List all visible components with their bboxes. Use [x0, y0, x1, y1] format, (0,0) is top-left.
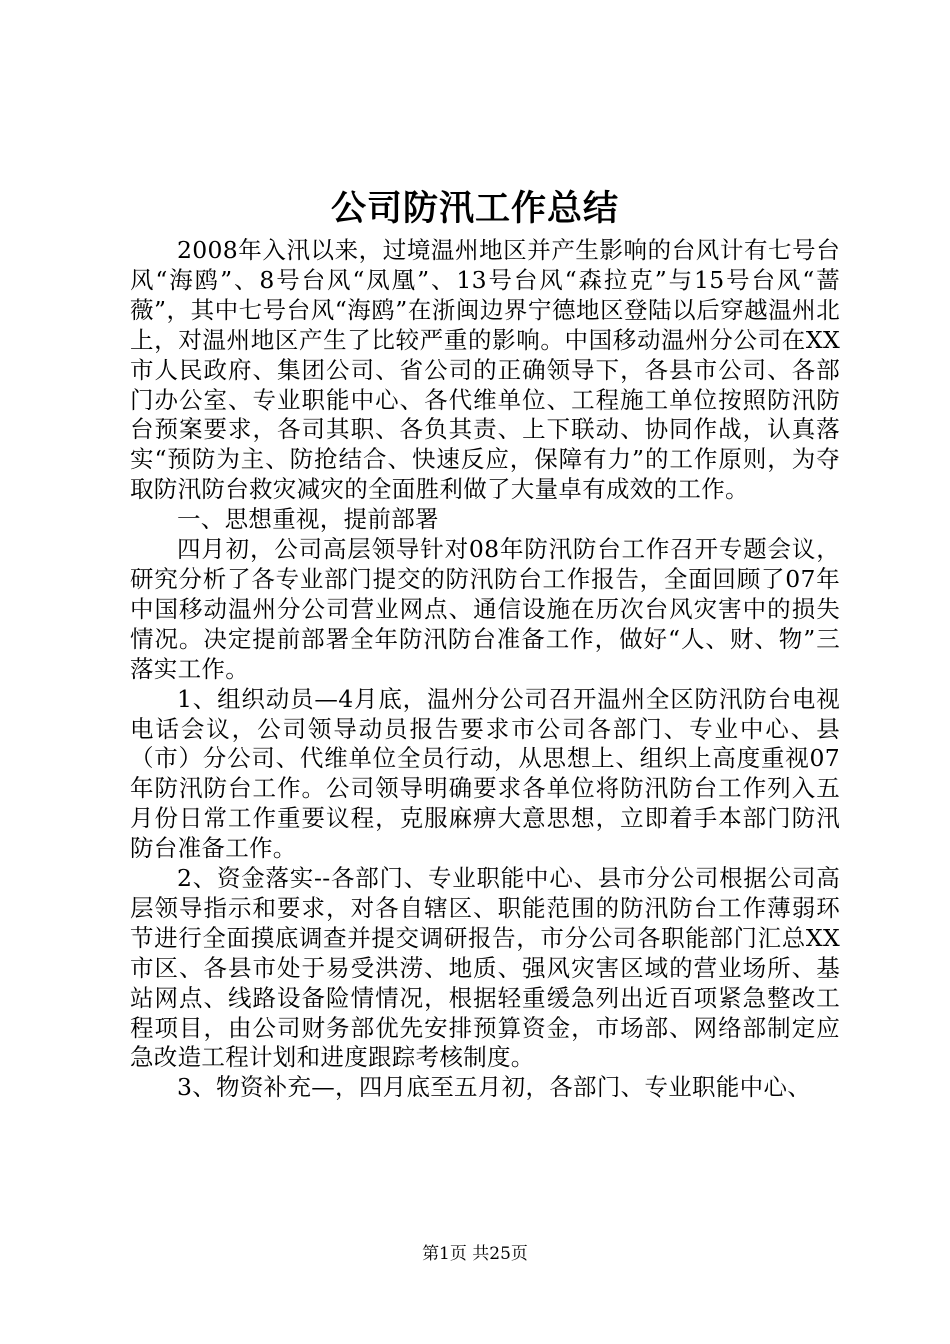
document-title: 公司防汛工作总结 [330, 188, 619, 229]
paragraph-materials: 3、物资补充—，四月底至五月初，各部门、专业职能中心、 [177, 1073, 812, 1102]
paragraph-funding: 2、资金落实--各部门、专业职能中心、县市分公司根据公司高层领导指示和要求，对各自辖区、职能范围的防汛防台工作薄弱环节进行全面摸底调查并提交调研报告，市分公司各职能部门汇总XX市区、各县市处于易受洪涝、地质、强风灾害区域的营业场所、基站网点、线路设备险情情况，根据轻重缓急列出近百项紧急整改工程项目，由公司财务部优先安排预算资金，市场部、网络部制定应急改造工程计划和进度跟踪考核制度。 [130, 864, 840, 1072]
document-body [130, 236, 840, 1103]
section-heading: 一、思想重视，提前部署 [177, 505, 439, 534]
paragraph-intro: 2008年入汛以来，过境温州地区并产生影响的台风计有七号台风“海鸥”、8号台风“凤凰”、13号台风“森拉克”与15号台风“蔷薇”，其中七号台风“海鸥”在浙闽边界宁德地区登陆以后穿越温州北上，对温州地区产生了比较严重的影响。中国移动温州分公司在XX市人民政府、集团公司、省公司的正确领导下，各县市公司、各部门办公室、专业职能中心、各代维单位、工程施工单位按照防汛防台预案要求，各司其职、各负其责、上下联动、协同作战，认真落实“预防为主、防抢结合、快速反应，保障有力”的工作原则，为夺取防汛防台救灾减灾的全面胜利做了大量卓有成效的工作。 [130, 236, 840, 504]
paragraph-april-meeting: 四月初，公司高层领导针对08年防汛防台工作召开专题会议，研究分析了各专业部门提交的防汛防台工作报告，全面回顾了07年中国移动温州分公司营业网点、通信设施在历次台风灾害中的损失情况。决定提前部署全年防汛防台准备工作，做好“人、财、物”三落实工作。 [130, 535, 840, 683]
paragraph-organize-mobilize: 1、组织动员—4月底，温州分公司召开温州全区防汛防台电视电话会议，公司领导动员报告要求市公司各部门、专业中心、县（市）分公司、代维单位全员行动，从思想上、组织上高度重视07年防汛防台工作。公司领导明确要求各单位将防汛防台工作列入五月份日常工作重要议程，克服麻痹大意思想，立即着手本部门防汛防台准备工作。 [130, 684, 840, 863]
page-number-footer: 第1页 共25页 [422, 1244, 528, 1264]
